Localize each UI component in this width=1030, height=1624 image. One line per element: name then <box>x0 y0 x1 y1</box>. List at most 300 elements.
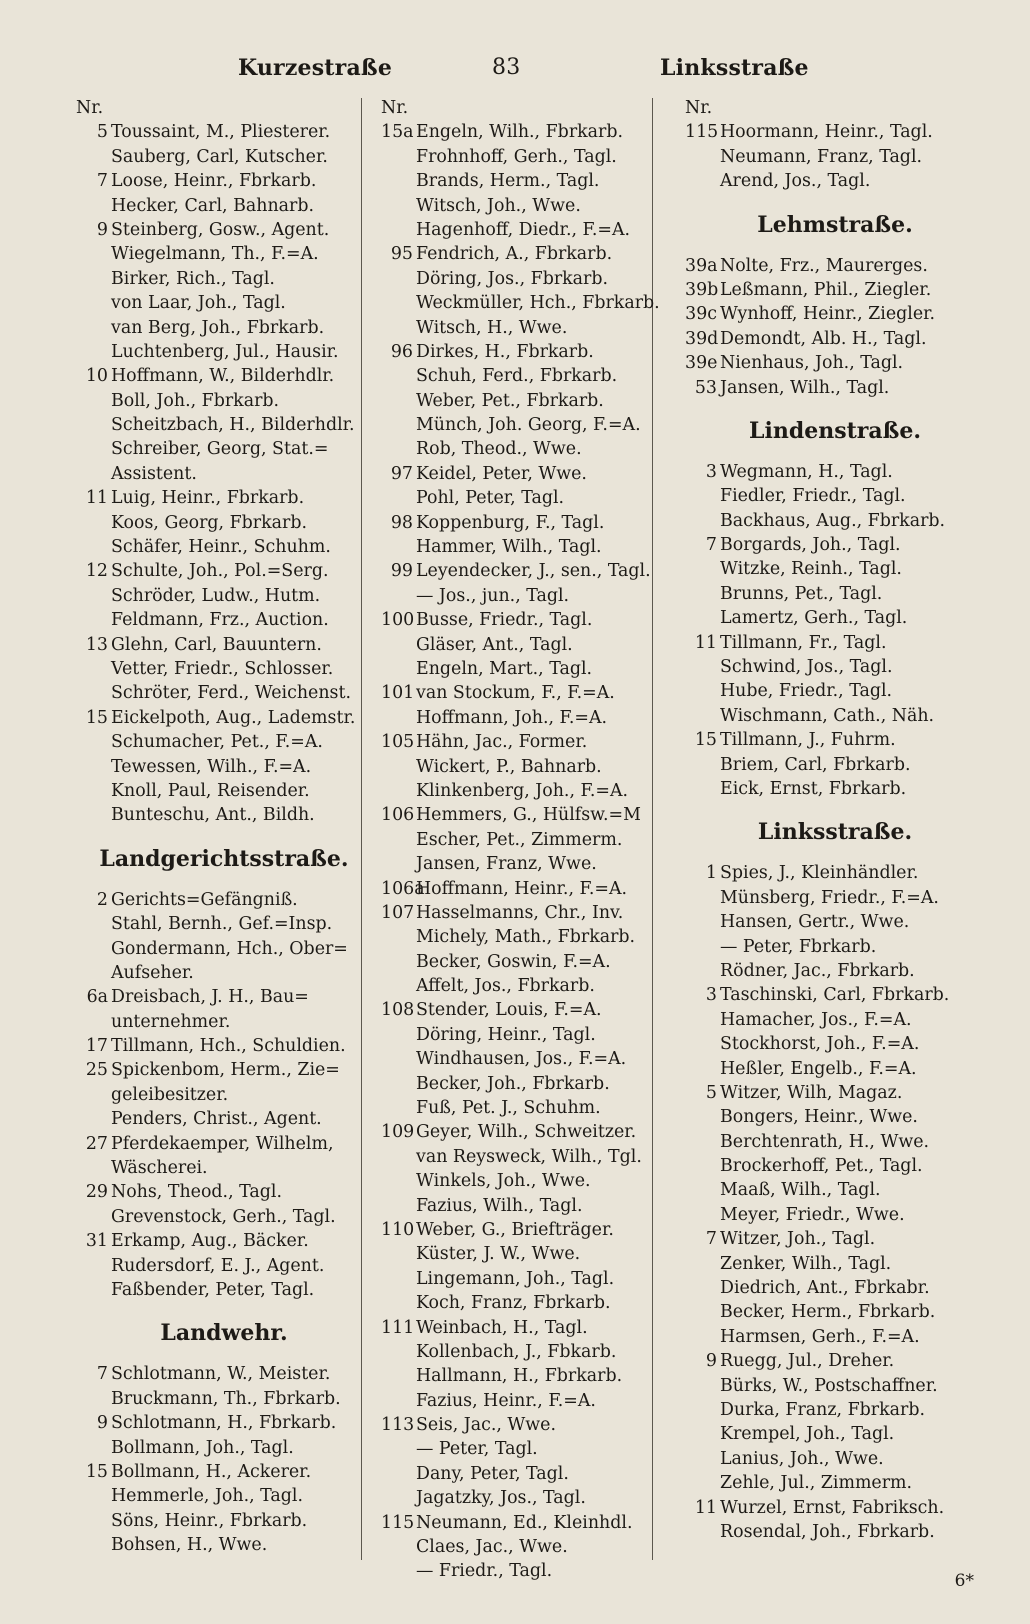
directory-entry <box>685 1130 985 1154</box>
resident-entry: Heßler, Engelb., F.=A. <box>720 1058 917 1079</box>
house-number: 105 <box>381 732 415 753</box>
directory-entry <box>381 1389 675 1413</box>
resident-entry: Münsberg, Friedr., F.=A. <box>720 887 939 908</box>
directory-entry <box>76 291 372 315</box>
directory-entry <box>381 584 675 608</box>
resident-entry: Söns, Heinr., Fbrkarb. <box>111 1510 308 1531</box>
house-number: 6a <box>86 987 108 1008</box>
directory-entry <box>76 1107 372 1131</box>
directory-entry <box>685 1398 985 1422</box>
house-number: 10 <box>85 366 108 387</box>
directory-entry <box>685 753 985 777</box>
house-number: 100 <box>381 610 415 631</box>
directory-entry <box>685 959 985 983</box>
directory-entry <box>381 1486 675 1510</box>
resident-entry: Demondt, Alb. H., Tagl. <box>720 328 927 349</box>
directory-entry <box>685 1057 985 1081</box>
house-number: 1 <box>705 863 717 884</box>
directory-entry <box>381 681 675 705</box>
directory-entry <box>76 755 372 779</box>
directory-entry <box>76 340 372 364</box>
resident-entry: Jansen, Franz, Wwe. <box>416 854 597 875</box>
house-number: 109 <box>381 1122 415 1143</box>
directory-entry <box>76 803 372 827</box>
directory-entry <box>685 655 985 679</box>
directory-entry <box>381 242 675 266</box>
directory-entry <box>685 910 985 934</box>
directory-entry <box>76 535 372 559</box>
resident-entry: Weinbach, H., Tagl. <box>416 1317 588 1338</box>
resident-entry: Schwind, Jos., Tagl. <box>720 657 893 678</box>
resident-entry: Busse, Friedr., Tagl. <box>416 610 593 631</box>
resident-entry: Witzer, Joh., Tagl. <box>720 1229 876 1250</box>
resident-entry: Zehle, Jul., Zimmerm. <box>720 1473 913 1494</box>
resident-entry: Wiegelmann, Th., F.=A. <box>111 244 319 265</box>
resident-entry: Arend, Jos., Tagl. <box>720 171 871 192</box>
resident-entry: Gerichts=Gefängniß. <box>111 889 298 910</box>
directory-entry <box>685 631 985 655</box>
directory-entry <box>685 557 985 581</box>
house-number: 5 <box>705 1082 717 1103</box>
resident-entry: Engeln, Mart., Tagl. <box>416 658 593 679</box>
resident-entry: Toussaint, M., Pliesterer. <box>111 122 331 143</box>
house-number: 11 <box>85 488 108 509</box>
directory-entry <box>76 145 372 169</box>
directory-entry <box>381 1072 675 1096</box>
directory-entry <box>76 389 372 413</box>
directory-entry <box>685 1447 985 1471</box>
resident-entry: Hoffmann, Heinr., F.=A. <box>416 878 628 899</box>
directory-entry <box>76 1156 372 1180</box>
resident-entry: Faßbender, Peter, Tagl. <box>111 1279 315 1300</box>
directory-entry <box>76 1254 372 1278</box>
directory-entry <box>381 901 675 925</box>
resident-entry: Bunteschu, Ant., Bildh. <box>111 805 315 826</box>
directory-entry <box>76 1058 372 1082</box>
resident-entry: Spickenbom, Herm., Zie= <box>111 1060 340 1081</box>
resident-entry: Krempel, Joh., Tagl. <box>720 1424 895 1445</box>
resident-entry: — Peter, Tagl. <box>416 1439 538 1460</box>
house-number: 111 <box>381 1317 415 1338</box>
directory-entry <box>76 1083 372 1107</box>
directory-entry <box>381 218 675 242</box>
directory-entry <box>685 533 985 557</box>
house-number: 25 <box>85 1060 108 1081</box>
resident-entry: Hoffmann, Joh., F.=A. <box>416 707 608 728</box>
house-number: 95 <box>390 244 413 265</box>
resident-entry: Michely, Math., Fbrkarb. <box>416 927 636 948</box>
resident-entry: Küster, J. W., Wwe. <box>416 1244 581 1265</box>
resident-entry: Lanius, Joh., Wwe. <box>720 1448 884 1469</box>
resident-entry: Sauberg, Carl, Kutscher. <box>111 146 328 167</box>
resident-entry: Weckmüller, Hch., Fbrkarb. <box>416 293 660 314</box>
resident-entry: Fazius, Heinr., F.=A. <box>416 1390 596 1411</box>
directory-entry <box>381 828 675 852</box>
house-number: 39c <box>685 304 717 325</box>
directory-entry <box>381 1267 675 1291</box>
resident-entry: Seis, Jac., Wwe. <box>416 1415 556 1436</box>
house-number: 11 <box>694 1497 717 1518</box>
resident-entry: van Reysweck, Wilh., Tgl. <box>416 1146 642 1167</box>
resident-entry: Rob, Theod., Wwe. <box>416 439 582 460</box>
resident-entry: Döring, Heinr., Tagl. <box>416 1024 596 1045</box>
house-number: 3 <box>705 985 717 1006</box>
house-number: 113 <box>381 1415 415 1436</box>
house-number: 2 <box>96 889 108 910</box>
resident-entry: Penders, Christ., Agent. <box>111 1109 322 1130</box>
directory-entry <box>381 316 675 340</box>
street-heading: Linksstraße. <box>757 819 913 846</box>
directory-entry <box>685 1276 985 1300</box>
directory-entry <box>685 376 985 400</box>
resident-entry: Becker, Herm., Fbrkarb. <box>720 1302 936 1323</box>
street-heading: Landwehr. <box>160 1320 288 1347</box>
house-number: 108 <box>381 1000 415 1021</box>
resident-entry: Birker, Rich., Tagl. <box>111 268 275 289</box>
directory-entry <box>76 584 372 608</box>
resident-entry: Tillmann, Hch., Schuldien. <box>111 1036 346 1057</box>
resident-entry: Stender, Louis, F.=A. <box>416 1000 602 1021</box>
directory-entry <box>685 886 985 910</box>
column-3 <box>685 96 985 1544</box>
resident-entry: Koch, Franz, Fbrkarb. <box>416 1293 611 1314</box>
directory-entry <box>685 1325 985 1349</box>
directory-entry <box>685 1227 985 1251</box>
resident-entry: Fendrich, A., Fbrkarb. <box>416 244 613 265</box>
house-number: 13 <box>85 634 108 655</box>
directory-entry <box>685 704 985 728</box>
directory-entry <box>381 1218 675 1242</box>
resident-entry: Nolte, Frz., Maurerges. <box>720 255 928 276</box>
resident-entry: Schumacher, Pet., F.=A. <box>111 732 323 753</box>
house-number: 39e <box>685 353 718 374</box>
directory-entry <box>381 633 675 657</box>
directory-entry <box>381 706 675 730</box>
resident-entry: Hallmann, H., Fbrkarb. <box>416 1366 623 1387</box>
resident-entry: Weber, Pet., Fbrkarb. <box>416 390 604 411</box>
directory-entry <box>76 961 372 985</box>
directory-entry <box>685 1349 985 1373</box>
resident-entry: Erkamp, Aug., Bäcker. <box>111 1231 309 1252</box>
resident-entry: Brockerhoff, Pet., Tagl. <box>720 1156 923 1177</box>
resident-entry: Hagenhoff, Diedr., F.=A. <box>416 219 631 240</box>
directory-entry <box>685 861 985 885</box>
directory-entry <box>381 1462 675 1486</box>
house-number: 9 <box>96 1413 108 1434</box>
directory-entry <box>76 267 372 291</box>
resident-entry: Döring, Jos., Fbrkarb. <box>416 268 609 289</box>
resident-entry: Fiedler, Friedr., Tagl. <box>720 486 906 507</box>
directory-entry <box>685 1154 985 1178</box>
number-column-label: Nr. <box>685 98 713 118</box>
resident-entry: Witzer, Wilh, Magaz. <box>720 1082 903 1103</box>
directory-entry <box>76 413 372 437</box>
house-number: 115 <box>381 1512 415 1533</box>
resident-entry: Hemmers, G., Hülfsw.=M <box>416 805 641 826</box>
resident-entry: Rödner, Jac., Fbrkarb. <box>720 960 915 981</box>
house-number: 97 <box>390 463 413 484</box>
resident-entry: Affelt, Jos., Fbrkarb. <box>416 976 595 997</box>
house-number: 110 <box>381 1219 415 1240</box>
house-number: 115 <box>685 122 719 143</box>
directory-entry <box>76 888 372 912</box>
directory-entry <box>381 1364 675 1388</box>
directory-entry <box>381 437 675 461</box>
directory-entry <box>381 1340 675 1364</box>
resident-entry: Meyer, Friedr., Wwe. <box>720 1204 905 1225</box>
resident-entry: Leyendecker, J., sen., Tagl. <box>416 561 651 582</box>
directory-entry <box>76 511 372 535</box>
directory-entry <box>381 852 675 876</box>
directory-entry <box>685 1422 985 1446</box>
resident-entry: Escher, Pet., Zimmerm. <box>416 829 623 850</box>
resident-entry: Rosendal, Joh., Fbrkarb. <box>720 1521 935 1542</box>
resident-entry: Frohnhoff, Gerh., Tagl. <box>416 146 617 167</box>
printer-signature: 6* <box>954 1571 974 1591</box>
resident-entry: Hansen, Gertr., Wwe. <box>720 912 910 933</box>
resident-entry: unternehmer. <box>111 1011 231 1032</box>
house-number: 15a <box>381 122 414 143</box>
resident-entry: Nienhaus, Joh., Tagl. <box>720 353 904 374</box>
resident-entry: Klinkenberg, Joh., F.=A. <box>416 780 629 801</box>
directory-entry <box>685 728 985 752</box>
directory-entry <box>76 608 372 632</box>
resident-entry: Dirkes, H., Fbrkarb. <box>416 341 594 362</box>
directory-entry <box>685 582 985 606</box>
house-number: 17 <box>85 1036 108 1057</box>
resident-entry: Durka, Franz, Fbrkarb. <box>720 1399 925 1420</box>
street-heading: Lindenstraße. <box>749 417 921 444</box>
house-number: 12 <box>85 561 108 582</box>
directory-entry <box>76 316 372 340</box>
house-number: 39b <box>685 279 719 300</box>
directory-entry <box>685 983 985 1007</box>
directory-entry <box>685 935 985 959</box>
house-number: 99 <box>390 561 413 582</box>
directory-entry <box>685 302 985 326</box>
house-number: 15 <box>85 707 108 728</box>
number-column-label: Nr. <box>381 98 409 118</box>
resident-entry: Knoll, Paul, Reisender. <box>111 780 310 801</box>
resident-entry: Wurzel, Ernst, Fabriksch. <box>720 1497 945 1518</box>
resident-entry: Loose, Heinr., Fbrkarb. <box>111 171 317 192</box>
directory-entry <box>76 1362 372 1386</box>
directory-entry <box>685 484 985 508</box>
resident-entry: Brands, Herm., Tagl. <box>416 171 600 192</box>
directory-entry <box>381 974 675 998</box>
resident-entry: Stockhorst, Joh., F.=A. <box>720 1034 920 1055</box>
resident-entry: Hasselmanns, Chr., Inv. <box>416 902 624 923</box>
resident-entry: Zenker, Wilh., Tagl. <box>720 1253 892 1274</box>
resident-entry: Bollmann, Joh., Tagl. <box>111 1437 294 1458</box>
resident-entry: Tillmann, Fr., Tagl. <box>720 632 887 653</box>
resident-entry: van Stockum, F., F.=A. <box>416 683 615 704</box>
directory-entry <box>76 1132 372 1156</box>
directory-entry <box>685 1496 985 1520</box>
directory-entry <box>381 364 675 388</box>
resident-entry: Spies, J., Kleinhändler. <box>720 863 919 884</box>
house-number: 9 <box>705 1351 717 1372</box>
resident-entry: Scheitzbach, H., Bilderhdlr. <box>111 415 355 436</box>
resident-entry: Koos, Georg, Fbrkarb. <box>111 512 307 533</box>
directory-entry <box>76 1436 372 1460</box>
resident-entry: Neumann, Ed., Kleinhdl. <box>416 1512 633 1533</box>
resident-entry: Dreisbach, J. H., Bau= <box>111 987 309 1008</box>
resident-entry: Harmsen, Gerh., F.=A. <box>720 1326 920 1347</box>
directory-entry <box>381 755 675 779</box>
directory-entry <box>76 1533 372 1557</box>
directory-entry <box>76 1205 372 1229</box>
resident-entry: Wischmann, Cath., Näh. <box>720 705 935 726</box>
directory-entry <box>381 1242 675 1266</box>
house-number: 15 <box>694 730 717 751</box>
directory-entry <box>685 278 985 302</box>
resident-entry: Fazius, Wilh., Tagl. <box>416 1195 583 1216</box>
resident-entry: Berchtenrath, H., Wwe. <box>720 1131 930 1152</box>
column-1 <box>76 96 372 1557</box>
directory-entry <box>381 1120 675 1144</box>
directory-entry <box>685 606 985 630</box>
directory-entry <box>685 1105 985 1129</box>
directory-entry <box>76 779 372 803</box>
directory-entry <box>76 657 372 681</box>
resident-entry: Feldmann, Frz., Auction. <box>111 610 329 631</box>
directory-entry <box>381 1437 675 1461</box>
directory-entry <box>381 120 675 144</box>
resident-entry: Nohs, Theod., Tagl. <box>111 1182 282 1203</box>
directory-entry <box>381 877 675 901</box>
resident-entry: Schulte, Joh., Pol.=Serg. <box>111 561 329 582</box>
resident-entry: geleibesitzer. <box>111 1084 229 1105</box>
resident-entry: Hecker, Carl, Bahnarb. <box>111 195 314 216</box>
header-right-street: Linksstraße <box>660 55 809 81</box>
resident-entry: Ruegg, Jul., Dreher. <box>720 1351 895 1372</box>
directory-entry <box>685 1008 985 1032</box>
resident-entry: Münch, Joh. Georg, F.=A. <box>416 415 641 436</box>
directory-entry <box>76 633 372 657</box>
resident-entry: Brunns, Pet., Tagl. <box>720 583 883 604</box>
directory-entry <box>381 145 675 169</box>
house-number: 15 <box>85 1461 108 1482</box>
directory-entry <box>381 779 675 803</box>
resident-entry: Neumann, Franz, Tagl. <box>720 146 923 167</box>
resident-entry: Hoormann, Heinr., Tagl. <box>720 122 933 143</box>
resident-entry: Backhaus, Aug., Fbrkarb. <box>720 510 946 531</box>
resident-entry: Bruckmann, Th., Fbrkarb. <box>111 1388 341 1409</box>
resident-entry: Grevenstock, Gerh., Tagl. <box>111 1206 336 1227</box>
directory-entry <box>685 460 985 484</box>
resident-entry: Bohsen, H., Wwe. <box>111 1535 268 1556</box>
resident-entry: Schlotmann, W., Meister. <box>111 1364 331 1385</box>
resident-entry: Vetter, Friedr., Schlosser. <box>111 658 334 679</box>
resident-entry: Tillmann, J., Fuhrm. <box>720 730 896 751</box>
directory-entry <box>76 1010 372 1034</box>
directory-entry <box>685 254 985 278</box>
resident-entry: Borgards, Joh., Tagl. <box>720 535 901 556</box>
resident-entry: Leßmann, Phil., Ziegler. <box>720 279 932 300</box>
directory-entry <box>381 559 675 583</box>
directory-entry <box>76 912 372 936</box>
directory-entry <box>76 730 372 754</box>
resident-entry: Hemmerle, Joh., Tagl. <box>111 1486 304 1507</box>
directory-entry <box>685 327 985 351</box>
resident-entry: Lamertz, Gerh., Tagl. <box>720 608 908 629</box>
resident-entry: — Peter, Fbrkarb. <box>720 936 877 957</box>
directory-entry <box>76 937 372 961</box>
directory-entry <box>381 1535 675 1559</box>
resident-entry: Jansen, Wilh., Tagl. <box>720 377 890 398</box>
resident-entry: Pferdekaemper, Wilhelm, <box>111 1133 334 1154</box>
directory-entry <box>381 340 675 364</box>
resident-entry: Lingemann, Joh., Tagl. <box>416 1268 615 1289</box>
resident-entry: Rudersdorf, E. J., Agent. <box>111 1255 325 1276</box>
resident-entry: Taschinski, Carl, Fbrkarb. <box>720 985 950 1006</box>
house-number: 53 <box>694 377 717 398</box>
directory-entry <box>381 1096 675 1120</box>
directory-entry <box>685 1032 985 1056</box>
resident-entry: Pohl, Peter, Tagl. <box>416 488 565 509</box>
resident-entry: Winkels, Joh., Wwe. <box>416 1171 591 1192</box>
resident-entry: Luchtenberg, Jul., Hausir. <box>111 341 339 362</box>
resident-entry: Hammer, Wilh., Tagl. <box>416 537 602 558</box>
house-number: 7 <box>705 1229 717 1250</box>
directory-entry <box>381 413 675 437</box>
directory-entry <box>381 535 675 559</box>
house-number: 39d <box>685 328 719 349</box>
house-number: 7 <box>705 535 717 556</box>
resident-entry: — Friedr., Tagl. <box>416 1561 553 1582</box>
house-number: 101 <box>381 683 415 704</box>
directory-entry <box>381 1145 675 1169</box>
directory-entry <box>76 1460 372 1484</box>
directory-entry <box>381 1169 675 1193</box>
directory-entry <box>76 169 372 193</box>
directory-entry <box>76 1278 372 1302</box>
house-number: 9 <box>96 219 108 240</box>
resident-entry: Hoffmann, W., Bilderhdlr. <box>111 366 335 387</box>
resident-entry: Becker, Joh., Fbrkarb. <box>416 1073 610 1094</box>
resident-entry: Bongers, Heinr., Wwe. <box>720 1107 918 1128</box>
house-number: 29 <box>85 1182 108 1203</box>
directory-entry <box>381 1316 675 1340</box>
directory-entry <box>685 169 985 193</box>
resident-entry: Schröter, Ferd., Weichenst. <box>111 683 351 704</box>
directory-entry <box>76 985 372 1009</box>
directory-entry <box>685 1300 985 1324</box>
resident-entry: Schlotmann, H., Fbrkarb. <box>111 1413 337 1434</box>
directory-entry <box>76 1034 372 1058</box>
resident-entry: Glehn, Carl, Bauuntern. <box>111 634 322 655</box>
directory-entry <box>685 1471 985 1495</box>
resident-entry: Kollenbach, J., Fbkarb. <box>416 1341 617 1362</box>
resident-entry: Schröder, Ludw., Hutm. <box>111 585 321 606</box>
house-number: 106a <box>381 878 425 899</box>
directory-entry <box>76 1180 372 1204</box>
resident-entry: Assistent. <box>111 463 197 484</box>
house-number: 7 <box>96 171 108 192</box>
column-2 <box>381 96 675 1584</box>
directory-entry <box>685 679 985 703</box>
resident-entry: Wickert, P., Bahnarb. <box>416 756 602 777</box>
directory-entry <box>76 1484 372 1508</box>
directory-entry <box>685 1520 985 1544</box>
directory-entry <box>381 608 675 632</box>
resident-entry: Keidel, Peter, Wwe. <box>416 463 587 484</box>
directory-entry <box>76 1229 372 1253</box>
resident-entry: Wynhoff, Heinr., Ziegler. <box>720 304 936 325</box>
directory-entry <box>381 267 675 291</box>
resident-entry: Schuh, Ferd., Fbrkarb. <box>416 366 618 387</box>
